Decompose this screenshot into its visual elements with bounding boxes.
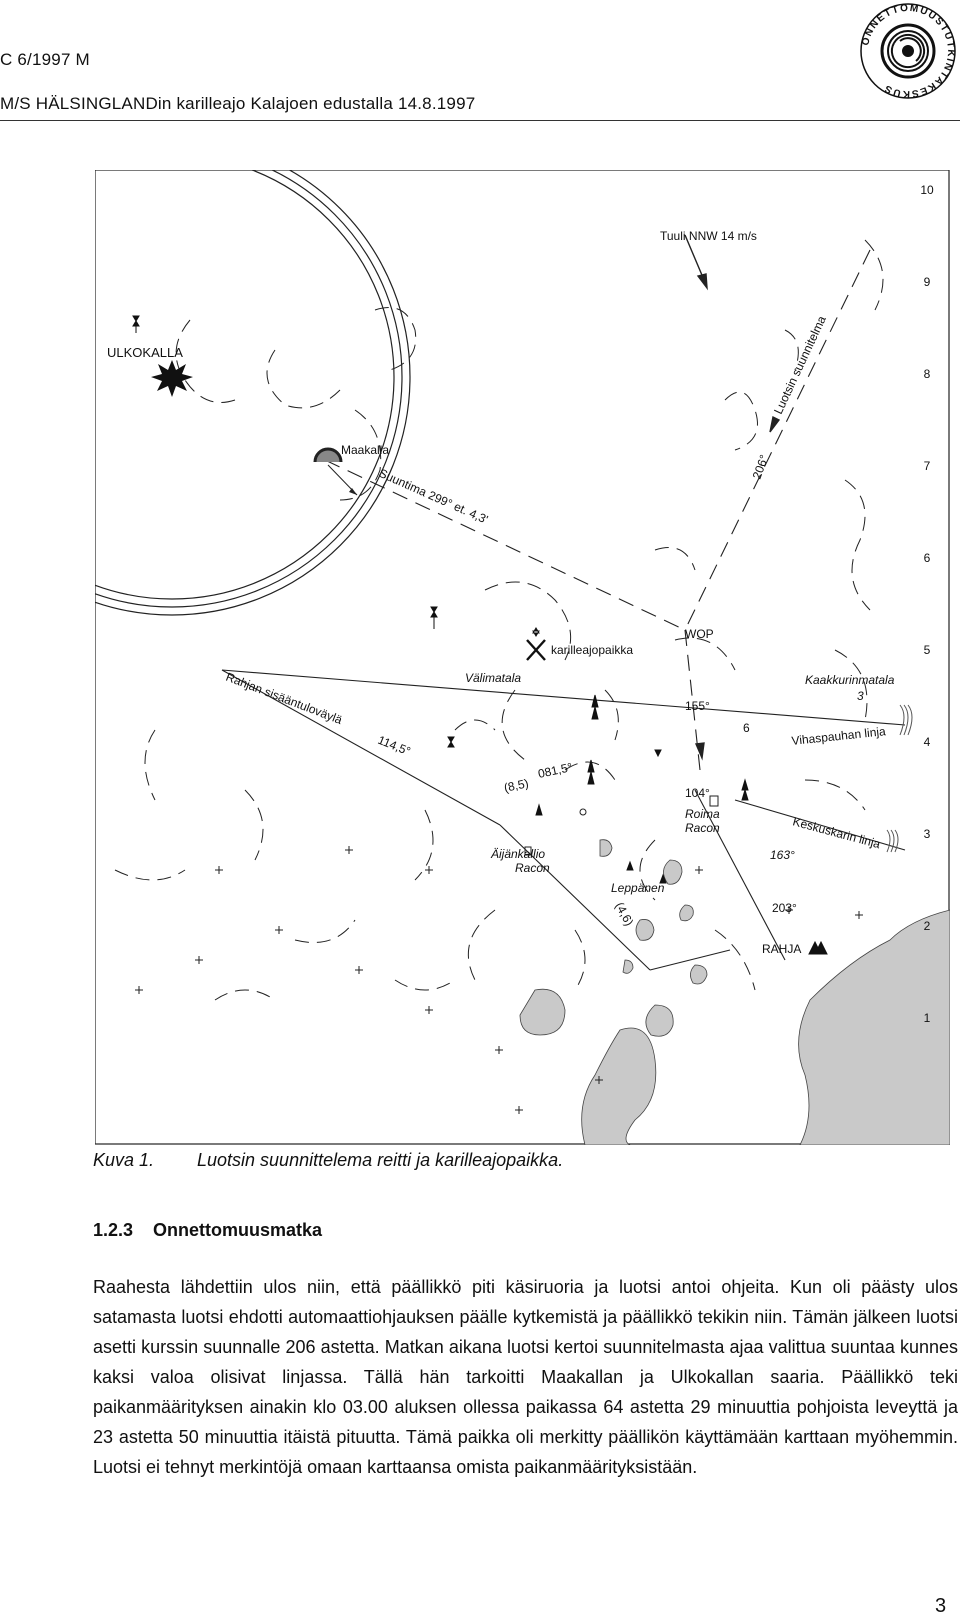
course-label: Suuntima 299° et. 4,3' (376, 465, 491, 527)
rahja-channel-label: Rahjan sisääntuloväylä (223, 669, 345, 728)
num-6-label: 6 (743, 721, 750, 735)
report-id: C 6/1997 M (0, 50, 90, 69)
aijankallio-label: Äijänkallio (491, 847, 546, 861)
light-range-circles (95, 170, 410, 615)
racon-icon (710, 796, 718, 806)
deg-163-label: 163° (770, 848, 795, 862)
page-number: 3 (935, 1595, 947, 1617)
racon-label: Racon (685, 821, 720, 835)
depth-contours (115, 240, 883, 1000)
caption-label: Kuva 1. (93, 1150, 155, 1170)
leading-marks (887, 705, 912, 852)
rahja-approach (650, 950, 730, 970)
beacon-icon (627, 862, 666, 883)
grid-number: 9 (923, 275, 931, 289)
land-areas (520, 840, 950, 1145)
beacon-icon (448, 737, 454, 747)
ulkokalla-star-icon (151, 360, 193, 397)
kaakkurinmatala-label: Kaakkurinmatala (805, 673, 895, 687)
deg-155-label: 155° (685, 699, 710, 713)
deg-0815-label: 081,5° (536, 759, 574, 781)
grid-number: 8 (923, 367, 931, 381)
val-85-label: (8,5) (502, 776, 530, 795)
wind-label: Tuuli NNW 14 m/s (660, 229, 757, 243)
maakalla-label: Maakalla (341, 443, 390, 457)
beacon-icon (592, 695, 598, 719)
beacon-icon (133, 316, 139, 333)
header-divider (0, 120, 960, 121)
beacon-icon (655, 750, 661, 756)
grid-number: 10 (920, 183, 934, 197)
val-46-label: (4,6) (612, 899, 637, 929)
wop-label: WOP (685, 627, 714, 641)
grid-number: 5 (923, 643, 931, 657)
grid-number: 3 (923, 827, 931, 841)
direction-arrows (685, 235, 779, 758)
deg-1145-label: 114,5° (375, 732, 413, 759)
organization-logo (858, 0, 958, 102)
caption-text: Luotsin suunnittelema reitti ja karilleajopaikka. (197, 1150, 564, 1170)
leppanen-label: Leppänen (611, 881, 665, 895)
plan-arrow-icon (770, 417, 779, 432)
rahja-beacon-icon (809, 942, 827, 954)
maakalla-bearing-line (325, 460, 685, 630)
pilot-plan-label: Luotsin suunnitelma (771, 313, 829, 417)
nautical-chart (95, 170, 950, 1145)
beacon-icon (588, 760, 594, 784)
shoal-marks (135, 846, 863, 1114)
navigation-marks (133, 316, 827, 954)
grid-number: 2 (923, 919, 931, 933)
wind-arrow-icon (698, 274, 707, 288)
vihaspauhan-label: Vihaspauhan linja (790, 724, 887, 748)
grid-number: 1 (923, 1011, 931, 1025)
rahja-label: RAHJA (762, 942, 802, 956)
racon-icon (580, 809, 586, 815)
roima-label: Roima (685, 807, 720, 821)
deg-104-label: 104° (685, 786, 710, 800)
racon2-label: Racon (515, 861, 550, 875)
logo-swirl-icon (882, 25, 934, 77)
grounding-site-label: karilleajopaikka (551, 643, 634, 657)
logo-text: ONNETTOMUUSTUTKINTAKESKUS (860, 2, 957, 100)
section-title: Onnettomuusmatka (153, 1220, 323, 1240)
planned-route (325, 250, 870, 770)
grid-number: 4 (923, 735, 931, 749)
kaakkurinmatala-number: 3 (857, 689, 864, 703)
figure-caption (93, 1150, 563, 1171)
wop-arrow-icon (696, 743, 704, 758)
beacon-icon (536, 805, 542, 815)
beacon-icon (742, 780, 748, 800)
heading-206-label: 206° (749, 452, 772, 482)
valimatala-label: Välimatala (465, 671, 522, 685)
report-title: M/S HÄLSINGLANDin karilleajo Kalajoen edustalla 14.8.1997 (0, 94, 476, 113)
section-number: 1.2.3 (93, 1220, 134, 1240)
pilot-plan-line (685, 250, 870, 630)
beacon-icon (431, 607, 437, 629)
grid-numbers (920, 183, 934, 1025)
deg-203-label: 203° (772, 901, 797, 915)
keskuskarin-label: Keskuskarin linja (791, 814, 882, 852)
ulkokalla-label: ULKOKALLA (107, 345, 183, 360)
body-paragraph: Raahesta lähdettiin ulos niin, että päällikkö piti käsiruoria ja luotsi antoi ohjeita. Kun oli päästy ulos satamasta luotsi ehdotti automaattiohjauksen päälle kytkemistä ja päällikkö tekikin niin. Tämän jälkeen luotsi asetti kurssin suunnalle 206 astetta. Matkan aikana luotsi kertoi suunnitelmasta ajaa valittua suuntaa kunnes kaksi valoa olisivat linjassa. Tällä hän tarkoitti Maakallan ja Ulkokallan saaria. Päällikkö teki paikanmäärityksen ainakin klo 03.00 aluksen ollessa paikassa 64 astetta 29 minuuttia pohjoista leveyttä ja 23 astetta 50 minuuttia itäistä pituutta. Tämä paikka oli merkitty päällikön käyttämään karttaan myöhemmin. Luotsi ei tehnyt merkintöjä omaan karttaansa omista paikanmäärityksistään. (93, 1277, 958, 1477)
beacon-icon (533, 628, 539, 636)
grid-number: 7 (923, 459, 931, 473)
section-heading (93, 1220, 322, 1241)
grid-number: 6 (923, 551, 931, 565)
grounding-site-icon (527, 640, 545, 660)
